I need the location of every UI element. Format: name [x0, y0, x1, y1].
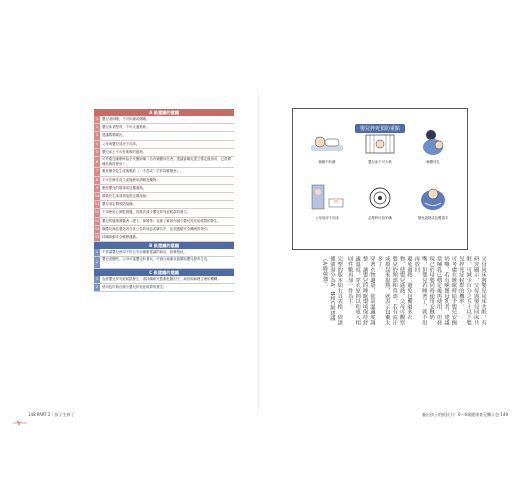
row-text: 嬰兒須定期預防接種。 — [102, 202, 136, 207]
row-text: 嬰兒床上不可有柔軟的寢物。 — [102, 149, 147, 154]
row-text: 父母與嬰兒同房不同床。 — [102, 141, 140, 146]
table-row — [94, 168, 234, 176]
table-row — [94, 132, 234, 140]
row-number: 1 — [94, 276, 100, 283]
row-number: 15 — [94, 234, 100, 241]
table-row — [94, 193, 234, 201]
crib-icon — [360, 127, 400, 157]
row-text: 可考慮在睡眠時給予安撫奶嘴（若有哺餵母乳者，建議當哺乳建立穩定後再用，已習慣哺乳後再使用）。 — [102, 156, 231, 167]
breastfeeding-icon — [413, 127, 453, 157]
parents-room-icon — [307, 183, 347, 213]
row-text: 避免懷孕及生產後吸菸（一手菸或二手菸均應避免）。 — [102, 169, 184, 174]
row-number: 2 — [94, 124, 100, 131]
caption-crib: 嬰兒床不可太軟 — [368, 160, 392, 164]
row-text: 不須使用心肺監測器，因無法減少嬰兒猝死症候群的發生。 — [102, 210, 191, 215]
row-number: 3 — [94, 132, 100, 139]
heartbeat-icon — [13, 411, 27, 417]
row-number: 11 — [94, 201, 100, 208]
gutter-shadow — [258, 92, 260, 412]
row-number: 4 — [94, 141, 100, 148]
swaddled-baby-icon — [413, 183, 453, 213]
row-text: 嬰兒的健康照顧者（護士、保姆等）也都了解如何減少嬰兒猝死症候群的發生。 — [102, 218, 221, 223]
section-c-header: C 級建議的建議 — [94, 269, 234, 276]
recommendation-table — [94, 109, 234, 292]
row-text: 嬰兒床須堅實，不可太過柔軟。 — [102, 125, 150, 130]
left-page-footer: 148 PART 2｜孩子生病了 — [28, 412, 75, 417]
table-row — [94, 257, 234, 269]
table-row — [94, 218, 234, 226]
row-number: 10 — [94, 193, 100, 200]
table-row — [94, 177, 234, 185]
table-row — [94, 149, 234, 157]
row-text: 媒體及商品製造者在其公告的訊息或廣告中，也須遵循安全睡眠的指引。 — [102, 226, 211, 231]
table-row — [94, 276, 234, 284]
row-text: 為使嬰兒猝死症候群發生，須持續研究監測危險因子，病因和病理生理的機轉。 — [102, 276, 221, 281]
baby-sleeping-supine-icon — [307, 127, 347, 157]
caption-pacifier: 必要時可給奶嘴 — [368, 216, 392, 220]
row-text: 嬰兒清醒時，父母可接嬰兒趴著玩，可減少扁頭且能幫助嬰兒發育生長。 — [102, 257, 211, 262]
prevention-box — [292, 108, 468, 250]
table-row — [94, 141, 234, 149]
right-page-footer: 養出孩子的抵抗力！0～6歲健康育兒懶人包 149 — [422, 412, 508, 417]
row-number: 5 — [94, 149, 100, 156]
row-text: 避免嬰兒的環境或包覆過熱。 — [102, 185, 147, 190]
caption-supine: 躺睡不趴睡 — [318, 160, 336, 164]
table-row — [94, 226, 234, 234]
row-text: 媽媽於生產前需接受定期產檢。 — [102, 194, 150, 198]
row-text: 持續推動安全睡眠運動。 — [102, 234, 140, 239]
row-number: 7 — [94, 168, 100, 175]
row-number: 8 — [94, 177, 100, 184]
row-number: 2 — [94, 284, 100, 291]
closing-paragraph: 完整的版本如右頁表格，依證據強弱分為A、B和C級建議（A級最強）。 — [321, 256, 343, 325]
row-number: 2 — [94, 257, 100, 268]
row-number: 9 — [94, 185, 100, 192]
row-number: 14 — [94, 226, 100, 233]
table-row — [94, 157, 234, 169]
row-number: 6 — [94, 157, 100, 168]
row-text: 不需讓嬰兒使用不符合安全睡眠建議的商品，如睡墊枕。 — [102, 250, 187, 255]
pacifier-icon — [360, 183, 400, 213]
table-row — [94, 185, 234, 193]
caption-swaddle: 避免過熱或包覆過多 — [417, 216, 449, 220]
table-row — [94, 209, 234, 217]
table-row — [94, 249, 234, 257]
section-a-header: A 級建議的建議 — [94, 109, 234, 116]
table-row — [94, 201, 234, 209]
row-text: 不可於懷孕及生產後使用酒精及藥物。 — [102, 177, 160, 182]
paragraph-4: 穿著衣物適量，依氣溫適度調整。讓嬰兒的睡眠環境保持舒適溫度，穿衣原則以和成人相同件數再加一件為主。 — [346, 256, 375, 325]
row-text: 嬰兒須仰睡，不可趴睡或側睡。 — [102, 117, 150, 121]
row-text: 使用包巾無法減少嬰兒猝死症候群的發生。 — [102, 285, 167, 289]
row-text: 建議媽媽哺乳。 — [102, 133, 126, 138]
row-number: 1 — [94, 116, 100, 123]
caption-breastfeeding: 哺餵母乳 — [426, 160, 440, 164]
table-row — [94, 124, 234, 132]
section-b-header: B 級建議的建議 — [94, 242, 234, 249]
paragraph-2: 可考慮在睡眠時給予嬰兒安撫奶嘴，若有哺餵母乳者，建議當哺乳已穩定後再使用，但發現已於母嬰同時使用安撫奶嘴，但嬰兒若睡著了，就不用再放回。 — [413, 256, 457, 325]
row-number: 12 — [94, 209, 100, 216]
table-row — [94, 284, 234, 292]
box-title: 嬰兒猝死預防重點 — [355, 124, 405, 133]
caption-parents-room: 父母同房不同床 — [315, 216, 339, 220]
table-row — [94, 234, 234, 242]
paragraph-3: 避免過熱：避免包覆過多衣物，使嬰兒過熱。父母可觀察嬰兒的頸部和背部，若有流汗或摸起來很熱，就表示包覆太多了。 — [376, 256, 412, 325]
paragraph-1: 父母同床與嬰兒同床共眠，有研究顯示，父母與嬰兒同床共眠，可減少百分之五十以上嬰兒猝死症候群的機率。 — [457, 256, 486, 325]
row-number: 1 — [94, 249, 100, 256]
row-number: 13 — [94, 218, 100, 225]
table-row — [94, 116, 234, 124]
body-text — [320, 256, 486, 326]
